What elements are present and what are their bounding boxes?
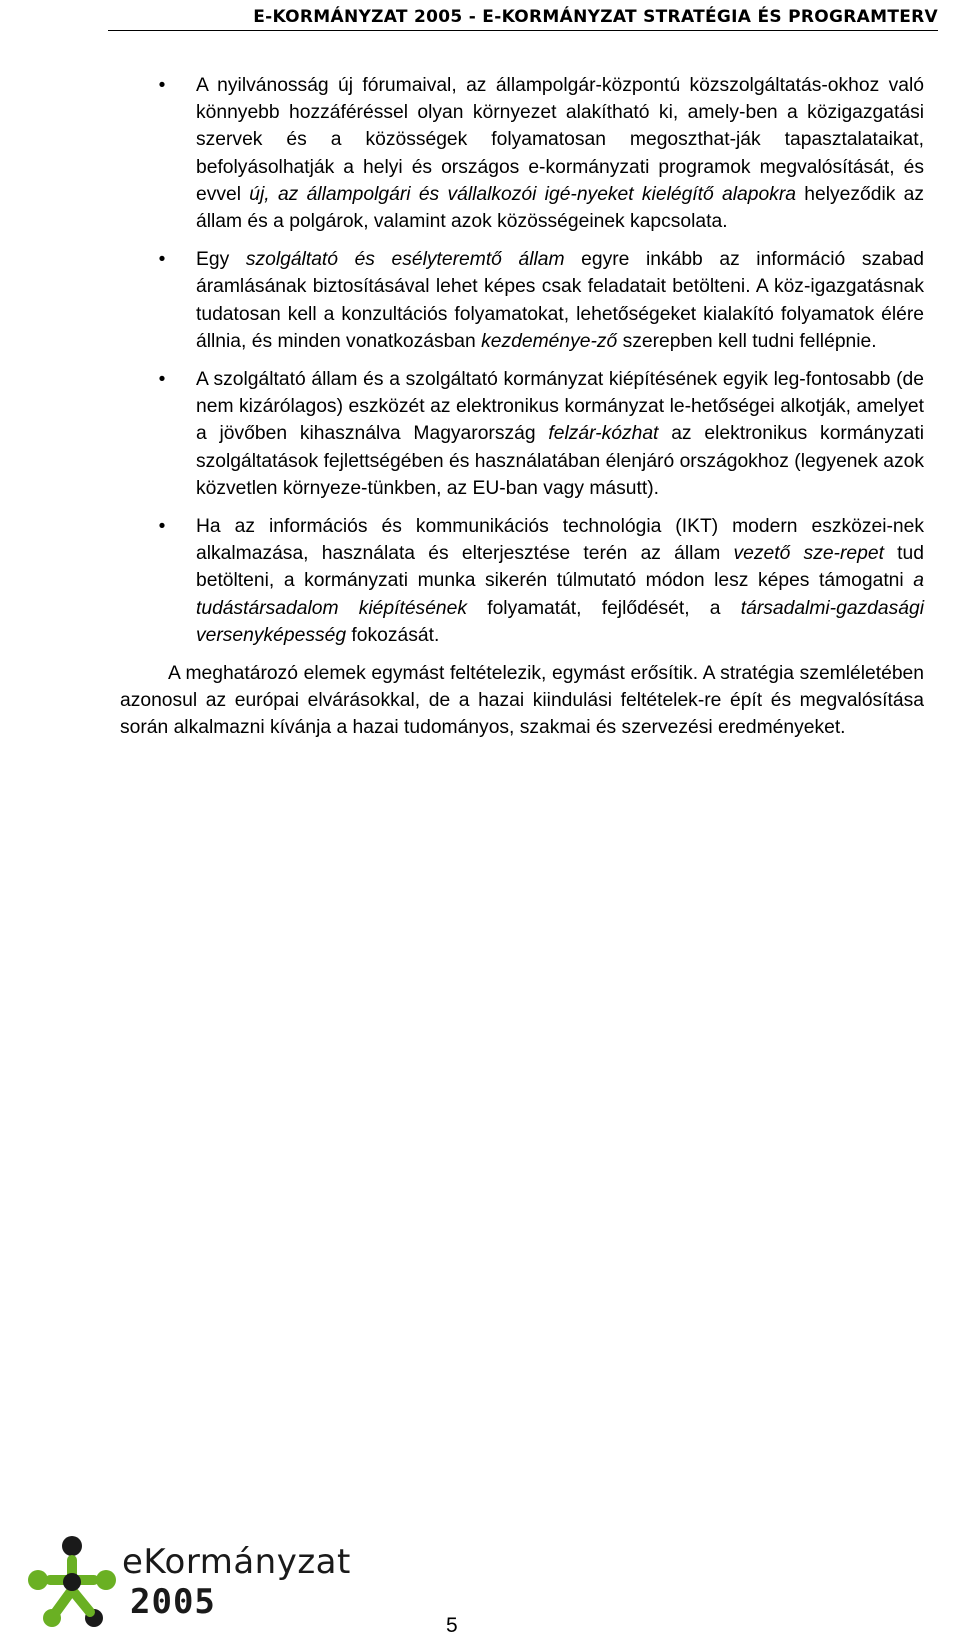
bullet-icon: • — [158, 369, 166, 391]
logo-figure-icon — [22, 1530, 122, 1630]
text-run: A nyilvánosság új fórumaival, az állampolgár-központú közszolgáltatás-okhoz való könnyebb hozzáféréssel olyan környezet alakítható ki, amely-ben a közigazgatási szervek és a közösségek folyamatosan megoszthat-ják tapasztalataikat, befolyásolhatják a helyi és országos e-kormányzati programok megvalósítását, és evvel — [196, 75, 924, 205]
bullet-list — [120, 72, 924, 649]
emphasis-text: szolgáltató és esélyteremtő állam — [245, 249, 565, 271]
running-header — [108, 4, 938, 31]
page-number: 5 — [446, 1614, 458, 1637]
emphasis-text: felzár-kózhat — [548, 423, 659, 445]
header-title: E-KORMÁNYZAT 2005 - E-KORMÁNYZAT STRATÉGIA ÉS PROGRAMTERV — [253, 7, 938, 27]
bullet-icon: • — [158, 516, 166, 538]
closing-paragraph: A meghatározó elemek egymást feltételezik, egymást erősítik. A stratégia szemléletében azonosul az európai elvárásokkal, de a hazai kiindulási feltételek-re épít és megvalósítása során alkalmazni kívánja a hazai tudományos, szakmai és szervezési eredményeket. — [120, 663, 924, 739]
list-item-text — [196, 516, 924, 646]
text-run: az elektronikus kormányzati szolgáltatások fejlettségében és használatában élenjáró országokhoz (legyenek azok közvetlen környeze-tünkben, az EU-ban vagy másutt). — [196, 423, 924, 499]
list-item — [120, 366, 924, 502]
list-item — [120, 72, 924, 235]
text-run: fokozását. — [346, 624, 440, 646]
text-run: szerepben kell tudni fellépnie. — [617, 330, 877, 352]
text-run: Egy — [196, 249, 246, 271]
list-item-text — [196, 75, 924, 232]
text-run: helyeződik az állam és a polgárok, valamint azok közösségeinek kapcsolata. — [196, 183, 925, 233]
emphasis-text: kezdeménye-ző — [481, 330, 618, 352]
emphasis-text: a tudástársadalom kiépítésének — [196, 570, 924, 619]
document-body — [120, 72, 924, 761]
emphasis-text: új, az állampolgári és vállalkozói igé-nyeket kielégítő alapokra — [249, 183, 796, 205]
text-run: Ha az információs és kommunikációs technológia (IKT) modern eszközei-nek alkalmazása, használata és elterjesztése terén az állam — [196, 516, 924, 565]
text-run: A szolgáltató állam és a szolgáltató kormányzat kiépítésének egyik leg-fontosabb (de nem kizárólagos) eszközét az elektronikus kormányzat le-hetőségei alkotják, amelyet a jövőben kihasználva Magyarország — [196, 369, 924, 445]
bullet-icon: • — [158, 249, 166, 271]
list-item — [120, 246, 924, 355]
text-run: egyre inkább az információ szabad áramlásának biztosításával lehet képes csak feladatait betölteni. A köz-igazgatásnak tudatosan kell a konzultációs folyamatokat, lehetőségeket kialakító folyamatok élére állnia, és minden vonatkozásban — [196, 249, 924, 352]
list-item — [120, 513, 924, 649]
list-item-text — [196, 369, 924, 499]
bullet-icon: • — [158, 75, 166, 96]
logo-text: eKormányzat — [122, 1542, 351, 1582]
emphasis-text: vezető sze-repet — [733, 543, 884, 565]
text-run: folyamatát, fejlődését, a — [467, 597, 741, 619]
text-run: tud betölteni, a kormányzati munka sikerén túlmutató módon lesz képes támogatni — [196, 543, 924, 592]
ekormanyzat-logo — [22, 1530, 351, 1630]
emphasis-text: társadalmi-gazdasági versenyképesség — [196, 597, 925, 646]
list-item-text — [196, 249, 924, 352]
logo-year: 2005 — [130, 1582, 216, 1622]
